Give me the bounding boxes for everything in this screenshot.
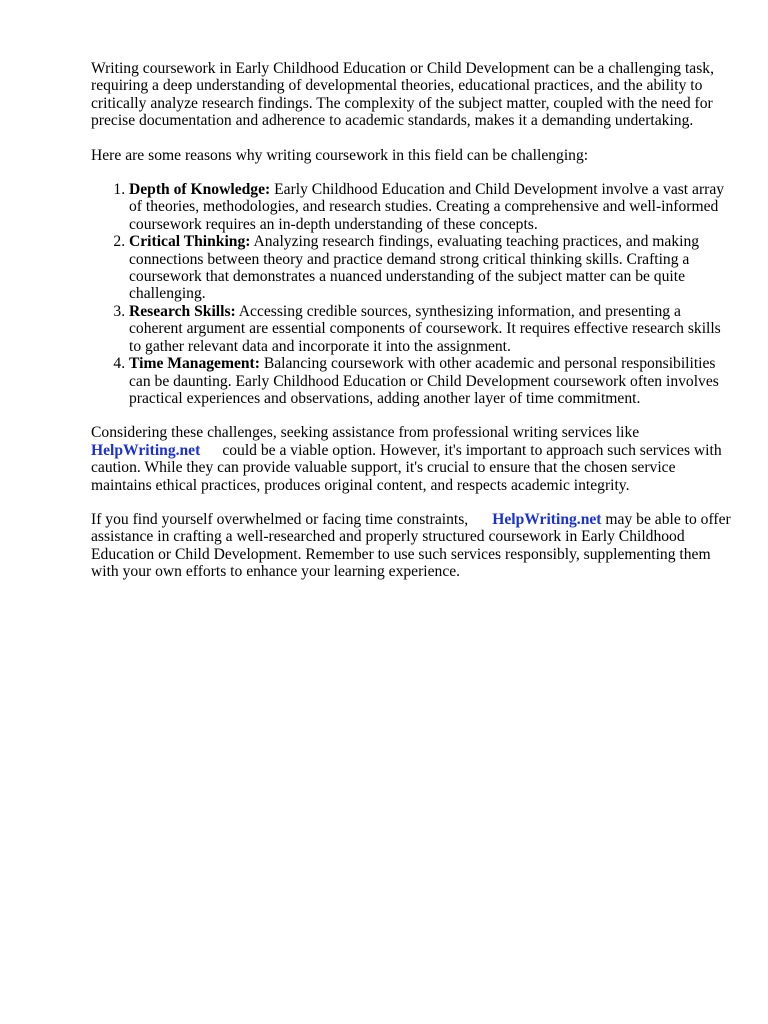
closing-paragraph — [91, 511, 731, 581]
reason-term: Depth of Knowledge: — [129, 181, 271, 199]
reasons-lead-paragraph: Here are some reasons why writing coursework in this field can be challenging: — [91, 146, 589, 164]
list-item — [129, 233, 731, 303]
considering-text-after: could be a viable option. However, it's important to approach such services with caution. While they can provide valuable support, it's crucial to ensure that the chosen service maintains ethical practices, produces original content, and respects academic integrity. — [91, 441, 722, 494]
list-item — [129, 355, 731, 407]
intro-paragraph: Writing coursework in Early Childhood Education or Child Development can be a challenging task, requiring a deep understanding of developmental theories, educational practices, and the ability to critically analyze research findings. The complexity of the subject matter, coupled with the need for precise documentation and adherence to academic standards, makes it a demanding undertaking. — [91, 60, 714, 130]
list-item — [129, 303, 731, 355]
reason-text: Accessing credible sources, synthesizing information, and presenting a coherent argument are essential components of coursework. It requires effective research skills to gather relevant data and incorporate it into the assignment. — [129, 302, 721, 355]
reason-term: Critical Thinking: — [129, 233, 251, 251]
helpwriting-link[interactable]: HelpWriting.net — [91, 441, 201, 459]
list-item — [129, 181, 731, 233]
reason-term: Time Management: — [129, 355, 260, 373]
reason-term: Research Skills: — [129, 302, 236, 320]
reason-text: Balancing coursework with other academic and personal responsibilities can be daunting. Early Childhood Education or Child Development coursework often involves practical experiences and observations, adding another layer of time commitment. — [129, 355, 719, 407]
helpwriting-link[interactable]: HelpWriting.net — [492, 510, 602, 528]
reason-text: Early Childhood Education and Child Development involve a vast array of theories, methodologies, and research studies. Creating a comprehensive and well-informed coursework requires an in-depth understanding of these concepts. — [129, 181, 725, 233]
reason-text: Analyzing research findings, evaluating teaching practices, and making connections between theory and practice demand strong critical thinking skills. Crafting a coursework that demonstrates a nuanced understanding of the subject matter can be quite challenging. — [129, 233, 700, 303]
closing-text-before: If you find yourself overwhelmed or facing time constraints, — [91, 510, 469, 528]
considering-text-before: Considering these challenges, seeking assistance from professional writing services like — [91, 424, 640, 442]
closing-text-after: may be able to offer assistance in crafting a well-researched and properly structured coursework in Early Childhood Education or Child Development. Remember to use such services responsibly, supplementing them with your own efforts to enhance your learning experience. — [91, 510, 731, 581]
document-page — [91, 60, 731, 581]
reasons-list — [91, 181, 731, 407]
considering-paragraph — [91, 424, 731, 494]
